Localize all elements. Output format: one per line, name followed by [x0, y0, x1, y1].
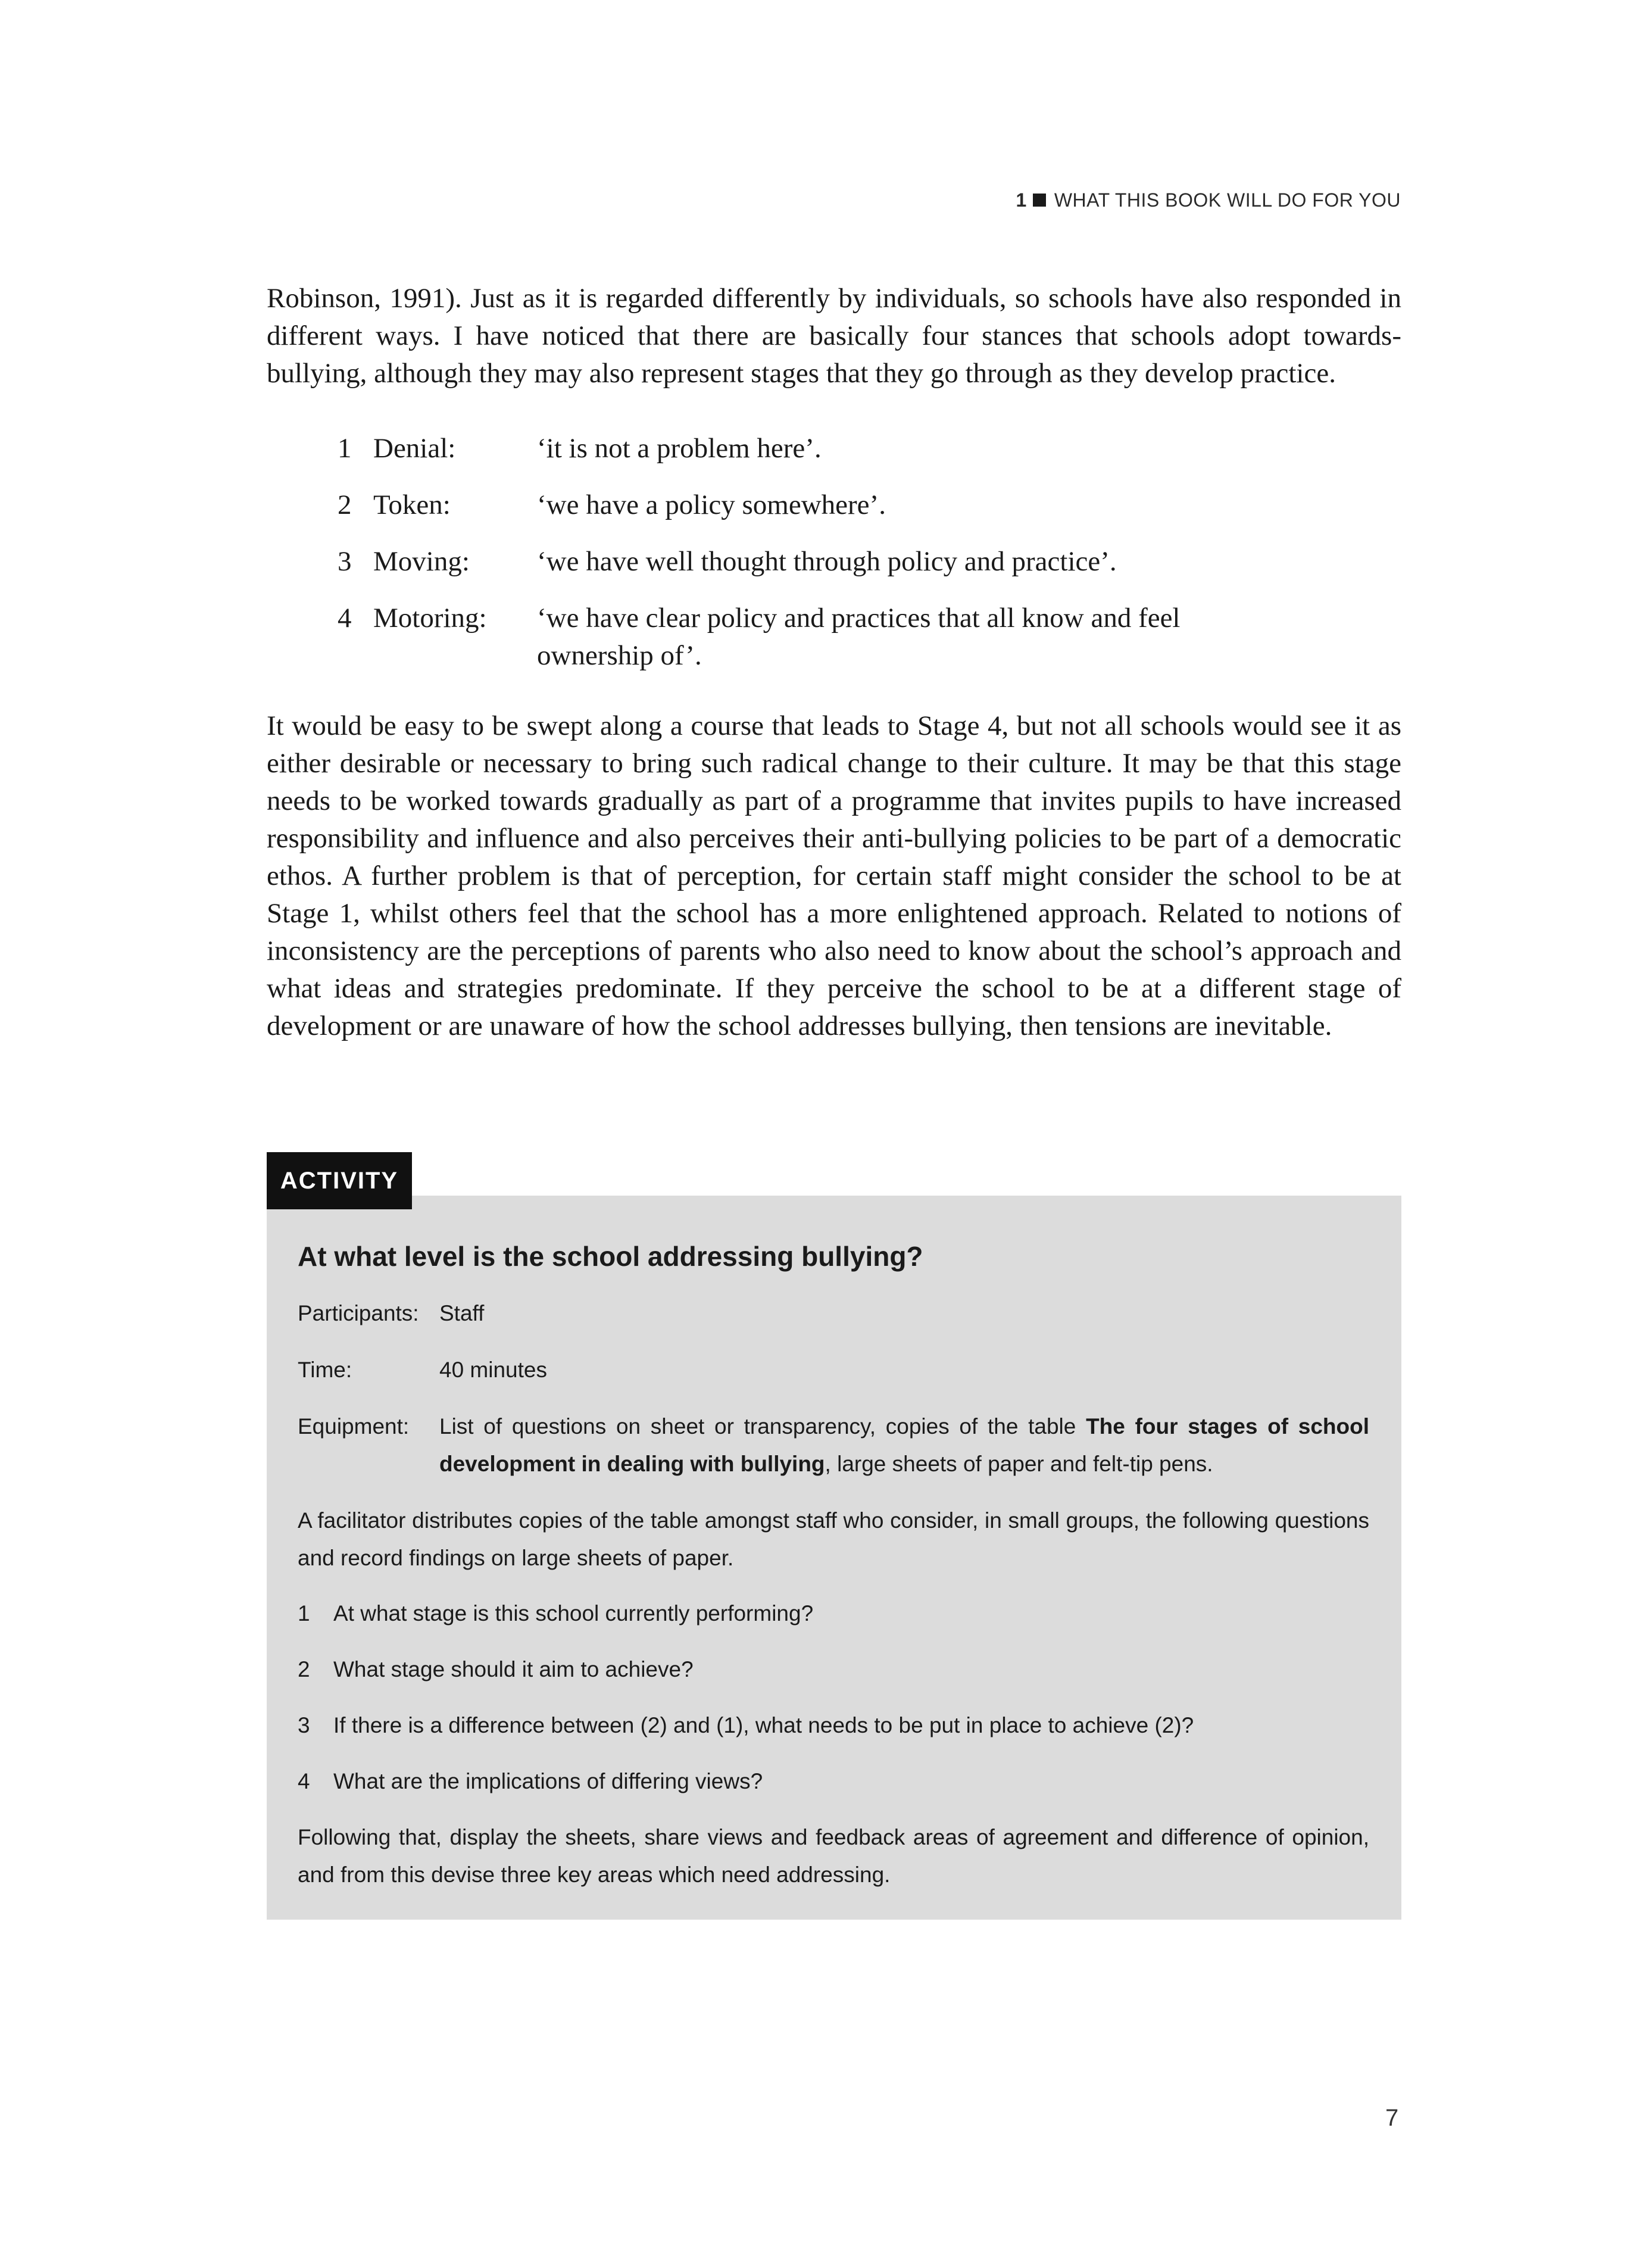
question-item: [298, 1762, 1369, 1800]
question-item: [298, 1595, 1369, 1632]
question-text: What are the implications of differing views?: [333, 1769, 763, 1793]
square-bullet-icon: [1033, 194, 1046, 207]
list-item-label: Denial:: [373, 433, 456, 464]
equipment-label: Equipment:: [298, 1414, 410, 1439]
list-item: [338, 430, 1231, 467]
list-item-label: Token:: [373, 489, 451, 520]
list-item-label: Motoring:: [373, 603, 487, 634]
participants-value: Staff: [439, 1301, 485, 1325]
participants-row: [298, 1294, 1369, 1332]
list-item-quote: ‘we have clear policy and practices that all know and feel ownership of’.: [537, 603, 1181, 671]
question-text: If there is a difference between (2) and (1), what needs to be put in place to achieve (2)?: [333, 1713, 1194, 1737]
participants-label: Participants:: [298, 1301, 419, 1325]
activity-content: [298, 1238, 1369, 1911]
list-item-number: 2: [338, 489, 352, 520]
body-paragraph: It would be easy to be swept along a course that leads to Stage 4, but not all schools would see it as either desirable or necessary to bring such radical change to their culture. It may be that this stage needs to be worked towards gradually as part of a programme that invites pupils to have increased responsibility and influence and also perceives their anti-bullying policies to be part of a democratic ethos. A further problem is that of perception, for certain staff might consider the school to be at Stage 1, whilst others feel that the school has a more enlightened approach. Related to notions of inconsistency are the perceptions of parents who also need to know about the school’s approach and what ideas and strategies predominate. If they perceive the school to be at a different stage of development or are unaware of how the school addresses bullying, then tensions are inevitable.: [267, 710, 1401, 1041]
chapter-title: WHAT THIS BOOK WILL DO FOR YOU: [1054, 189, 1401, 211]
equipment-value: [439, 1408, 1369, 1483]
list-item-quote: ‘we have well thought through policy and practice’.: [537, 546, 1117, 577]
table-title-reference: The four stages of school development in dealing with bullying: [439, 1414, 1370, 1476]
time-label: Time:: [298, 1358, 352, 1382]
question-number: 3: [298, 1713, 310, 1737]
list-item-label: Moving:: [373, 546, 470, 577]
activity-tab-label: ACTIVITY: [267, 1152, 412, 1209]
chapter-number: 1: [1016, 189, 1027, 211]
activity-box: [267, 1196, 1401, 1920]
activity-intro: A facilitator distributes copies of the table amongst staff who consider, in small groups, the following questions and record findings on large sheets of paper.: [298, 1508, 1369, 1570]
list-item: [338, 600, 1231, 675]
activity-closing: Following that, display the sheets, share views and feedback areas of agreement and difference of opinion, and from this devise three key areas which need addressing.: [298, 1825, 1369, 1887]
list-item: [338, 543, 1231, 581]
time-value: 40 minutes: [439, 1358, 547, 1382]
question-number: 2: [298, 1657, 310, 1681]
equipment-text: List of questions on sheet or transparency, copies of the table: [439, 1414, 1086, 1439]
question-text: What stage should it aim to achieve?: [333, 1657, 694, 1681]
list-item-quote: ‘we have a policy somewhere’.: [537, 489, 886, 520]
equipment-text-end: , large sheets of paper and felt-tip pens.: [825, 1452, 1213, 1476]
question-item: [298, 1651, 1369, 1688]
body-paragraph: Robinson, 1991). Just as it is regarded differently by individuals, so schools have also responded in different ways. I have noticed that there are basically four stances that schools adopt towards-bullying, although they may also represent stages that they go through as they develop practice.: [267, 283, 1401, 389]
list-item-quote: ‘it is not a problem here’.: [537, 433, 822, 464]
question-number: 4: [298, 1769, 310, 1793]
equipment-row: [298, 1408, 1369, 1483]
list-item: [338, 486, 1231, 524]
running-head: [1016, 189, 1401, 211]
list-item-number: 3: [338, 546, 352, 577]
activity-title: At what level is the school addressing bullying?: [298, 1241, 923, 1272]
time-row: [298, 1351, 1369, 1389]
question-text: At what stage is this school currently performing?: [333, 1601, 814, 1626]
list-item-number: 1: [338, 433, 352, 464]
list-item-number: 4: [338, 603, 352, 634]
question-number: 1: [298, 1601, 310, 1626]
question-item: [298, 1706, 1369, 1744]
stance-list: [338, 430, 1231, 694]
page-number: 7: [1385, 2105, 1399, 2131]
